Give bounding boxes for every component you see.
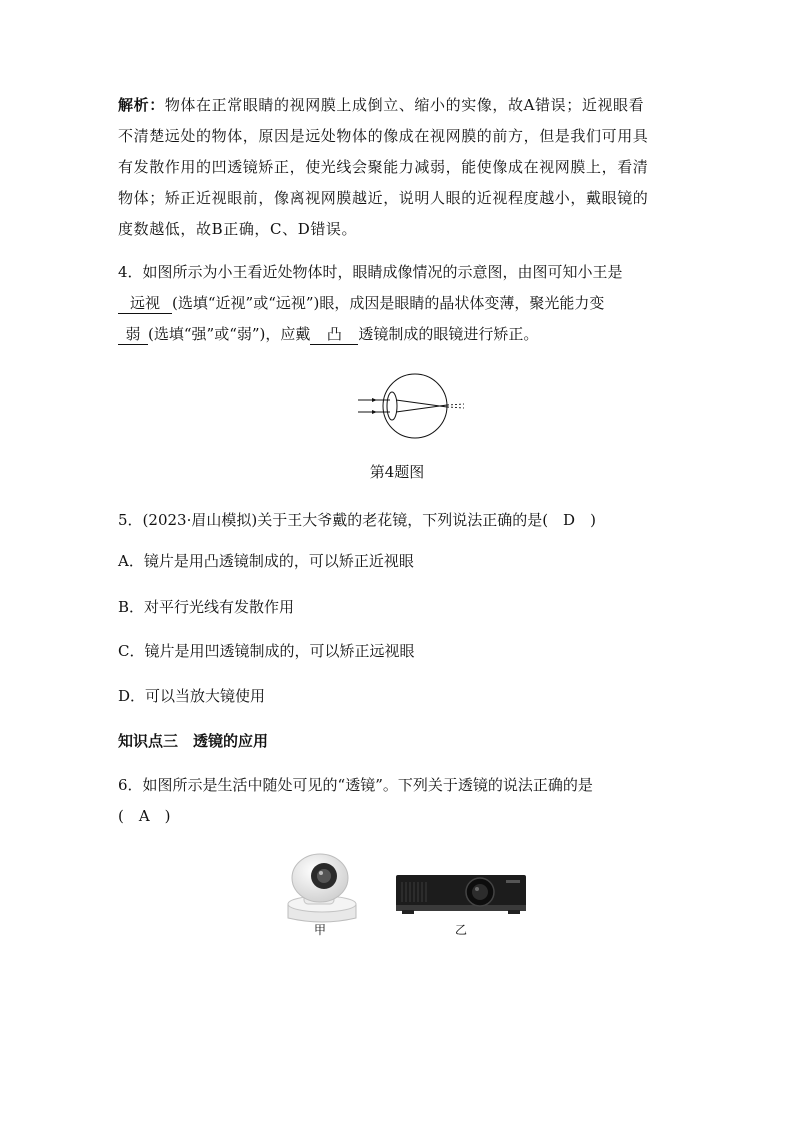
analysis-line-3: 有发散作用的凹透镜矫正，使光线会聚能力减弱，能使像成在视网膜上，看清 — [118, 158, 649, 176]
projector-bottom — [396, 905, 526, 911]
question-6 — [118, 770, 678, 832]
lens — [387, 392, 397, 420]
analysis-line-5: 度数越低，故B正确，C、D错误。 — [118, 220, 358, 238]
answer-blank-1: 远视 — [118, 293, 172, 314]
option-b: B．对平行光线有发散作用 — [118, 598, 295, 616]
projector-indicator — [506, 880, 520, 883]
option-c: C．镜片是用凹透镜制成的，可以矫正远视眼 — [118, 642, 415, 660]
question-4-line-1: 4．如图所示为小王看近处物体时，眼睛成像情况的示意图，由图可知小王是 — [118, 263, 623, 281]
eye-diagram — [340, 370, 470, 442]
question-4-line-2: 远视 (选填“近视”或“远视”)眼，成因是眼睛的晶状体变薄，聚光能力变 — [118, 288, 678, 319]
question-4-line-3: 弱 (选填“强”或“弱”)，应戴 凸 透镜制成的眼镜进行矫正。 — [118, 319, 678, 350]
analysis-line-4: 物体；矫正近视眼前，像离视网膜越近，说明人眼的近视程度越小，戴眼镜的 — [118, 189, 649, 207]
projector-lens — [472, 884, 488, 900]
projector-lens-glint — [475, 887, 479, 891]
option-d: D．可以当放大镜使用 — [118, 687, 266, 705]
question-6-line-1: 6．如图所示是生活中随处可见的“透镜”。下列关于透镜的说法正确的是 — [118, 776, 593, 794]
ray-top-extension — [447, 407, 464, 408]
analysis-line-1: 解析：物体在正常眼睛的视网膜上成倒立、缩小的实像，故A错误；近视眼看 — [118, 96, 645, 114]
question-5-stem: 5．(2023·眉山模拟)关于王大爷戴的老花镜，下列说法正确的是( D ) — [118, 511, 596, 529]
question-6-line-2: ( A ) — [118, 807, 171, 825]
question-4 — [118, 257, 678, 350]
camera-image — [282, 852, 362, 924]
arrow-bottom — [372, 410, 377, 414]
projector-foot-left — [402, 910, 414, 914]
projector-vents — [402, 882, 426, 902]
option-a: A．镜片是用凸透镜制成的，可以矫正近视眼 — [118, 552, 414, 570]
section-heading: 知识点三 透镜的应用 — [118, 732, 269, 750]
analysis-line-2: 不清楚远处的物体，原因是远处物体的像成在视网膜的前方，但是我们可用具 — [118, 127, 649, 145]
question-5 — [118, 505, 678, 536]
arrow-top — [372, 398, 377, 402]
figure-caption: 第4题图 — [369, 463, 425, 481]
image-label-jia: 甲 — [314, 923, 327, 937]
projector-image — [394, 872, 528, 916]
analysis-paragraph — [118, 90, 678, 245]
answer-blank-2: 弱 — [118, 324, 148, 345]
ray-bottom-extension — [447, 404, 464, 405]
camera-lens-glint — [319, 871, 323, 875]
ray-bottom-refracted — [396, 405, 447, 412]
analysis-label: 解析： — [118, 96, 165, 114]
camera-lens — [317, 869, 331, 883]
projector-foot-right — [508, 910, 520, 914]
answer-blank-3: 凸 — [310, 324, 358, 345]
image-label-yi: 乙 — [455, 923, 468, 937]
